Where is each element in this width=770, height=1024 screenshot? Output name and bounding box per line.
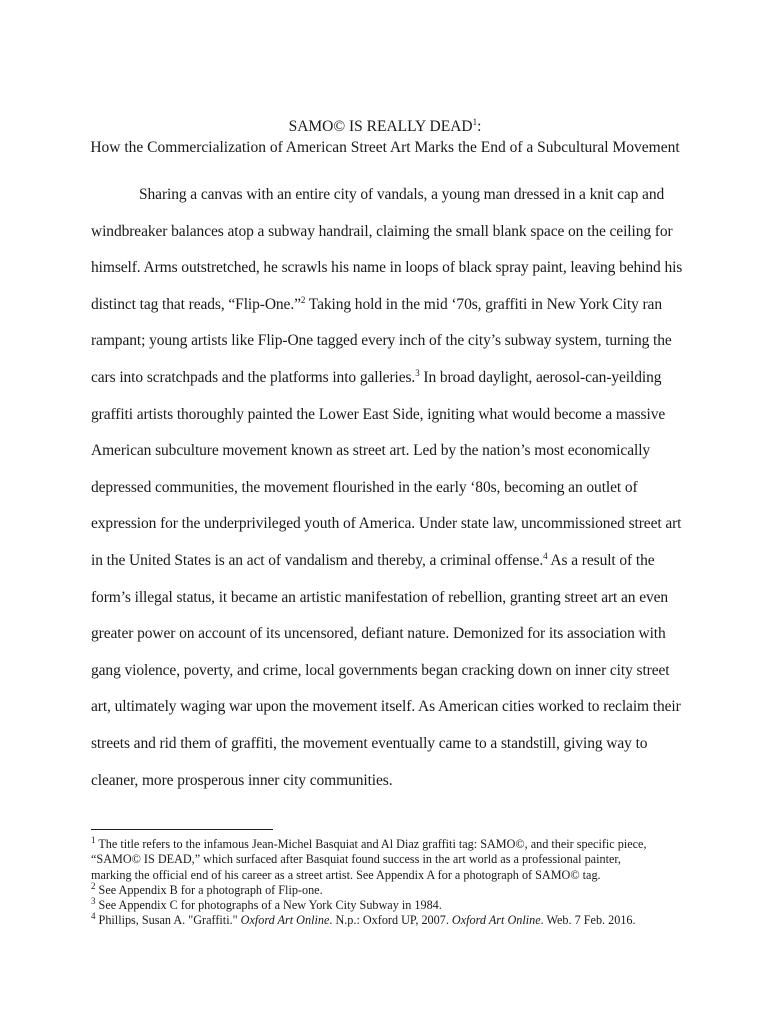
body-line: rampant; young artists like Flip-One tagged every inch of the city’s subway system, turning the [91,332,672,350]
footnote-2 [91,880,691,898]
footnote-number: 3 [91,896,96,907]
paper-title-colon: : [477,118,482,135]
footnote-text: See Appendix B for a photograph of Flip-one. [95,882,323,897]
body-line-tail: In broad daylight, aerosol-can-yeilding [419,368,662,386]
body-line-text: distinct tag that reads, “Flip-One.” [91,295,301,313]
body-line [91,287,691,324]
body-line: art, ultimately waging war upon the movement itself. As American cities worked to reclaim their [91,698,681,716]
body-paragraph [91,177,691,799]
footnote-4 [91,913,691,928]
paper-title-text: SAMO© IS REALLY DEAD [288,118,473,135]
paper-subtitle: How the Commercialization of American Street Art Marks the End of a Subcultural Movement [90,139,680,156]
body-line-text: cars into scratchpads and the platforms into galleries. [91,368,416,386]
footnote-text: The title refers to the infamous Jean-Michel Basquiat and Al Diaz graffiti tag: SAMO©, and their specific piece, [95,837,647,851]
footnote-ref-4[interactable]: 4 [543,550,548,561]
body-line: American subculture movement known as street art. Led by the nation’s most economically [91,442,651,460]
footnote-separator [91,829,273,830]
body-line-text: in the United States is an act of vandalism and thereby, a criminal offense. [91,551,544,569]
body-line-tail: Taking hold in the mid ‘70s, graffiti in New York City ran [305,295,662,313]
footnote-ref-1[interactable]: 1 [472,116,478,127]
body-line: Sharing a canvas with an entire city of vandals, a young man dressed in a knit cap and [139,186,665,203]
footnote-number: 1 [91,834,96,845]
body-line [91,360,691,397]
footnote-number: 4 [91,911,96,922]
body-line: gang violence, poverty, and crime, local governments began cracking down on inner city street [91,661,670,679]
footnote-1-cont: “SAMO© IS DEAD,” which surfaced after Basquiat found success in the art world as a professional painter, [91,852,621,867]
body-line: form’s illegal status, it became an artistic manifestation of rebellion, granting street art an even [91,588,669,606]
footnote-source-title: Oxford Art Online [451,913,541,928]
footnote-source-title: Oxford Art Online [240,913,330,928]
footnotes [91,834,691,929]
footnote-text: Phillips, Susan A. "Graffiti." [95,913,241,928]
body-line: greater power on account of its uncensored, defiant nature. Demonized for its association with [91,625,666,643]
footnote-ref-3[interactable]: 3 [415,367,420,378]
footnote-3 [91,898,691,913]
body-line-tail: As a result of the [547,551,655,569]
body-line: cleaner, more prosperous inner city communities. [91,771,393,789]
body-line: windbreaker balances atop a subway handrail, claiming the small blank space on the ceiling for [91,222,673,240]
footnote-ref-2[interactable]: 2 [300,294,306,305]
body-line: streets and rid them of graffiti, the movement eventually came to a standstill, giving way to [91,734,648,752]
title-block [80,116,690,158]
footnote-text: . Web. 7 Feb. 2016. [540,913,636,928]
footnote-number: 2 [91,880,96,891]
footnote-1 [91,834,691,852]
footnote-text: . N.p.: Oxford UP, 2007. [329,913,452,928]
body-line [91,543,691,580]
footnote-1-cont: marking the official end of his career as a street artist. See Appendix A for a photograph of SAMO© tag. [91,867,601,882]
body-line: graffiti artists thoroughly painted the Lower East Side, igniting what would become a massive [91,405,666,423]
paper-title [80,116,690,137]
body-line: himself. Arms outstretched, he scrawls his name in loops of black spray paint, leaving behind his [91,259,683,277]
footnote-text: See Appendix C for photographs of a New York City Subway in 1984. [95,898,442,913]
body-line: depressed communities, the movement flourished in the early ‘80s, becoming an outlet of [91,478,638,496]
body-line: expression for the underprivileged youth of America. Under state law, uncommissioned street art [91,515,682,533]
